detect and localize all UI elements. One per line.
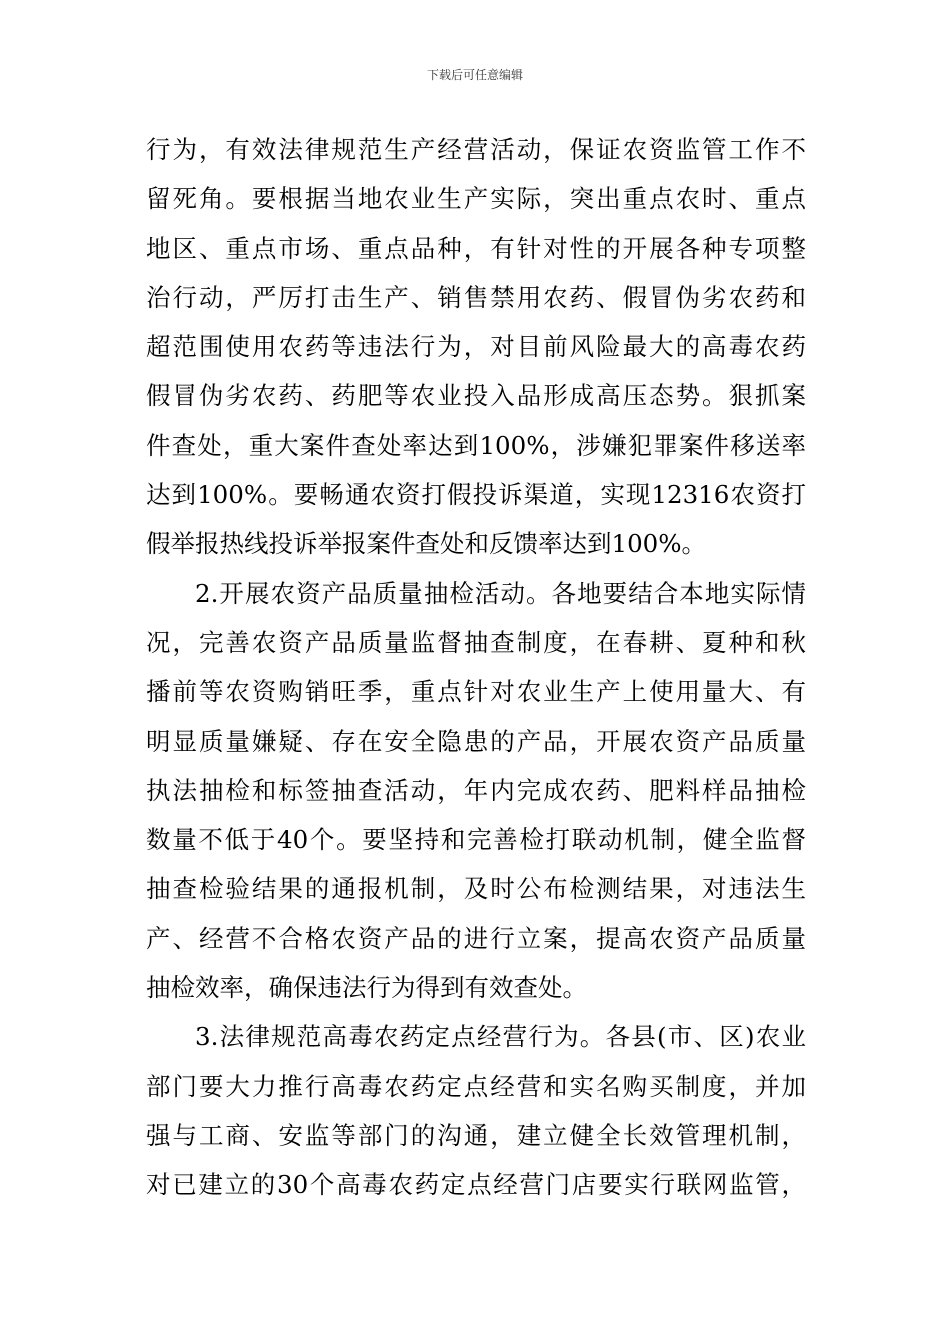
text-line: 件查处，重大案件查处率达到100%，涉嫌犯罪案件移送率	[146, 430, 806, 460]
text-line: 地区、重点市场、重点品种，有针对性的开展各种专项整	[146, 233, 806, 263]
text-line: 明显质量嫌疑、存在安全隐患的产品，开展农资产品质量	[146, 726, 806, 756]
text-line: 况，完善农资产品质量监督抽查制度，在春耕、夏种和秋	[146, 627, 806, 657]
text-line: 部门要大力推行高毒农药定点经营和实名购买制度，并加	[146, 1071, 806, 1101]
text-line: 播前等农资购销旺季，重点针对农业生产上使用量大、有	[146, 677, 806, 707]
text-line: 治行动，严厉打击生产、销售禁用农药、假冒伪劣农药和	[146, 282, 806, 312]
text-line: 假冒伪劣农药、药肥等农业投入品形成高压态势。狠抓案	[146, 381, 806, 411]
text-line: 留死角。要根据当地农业生产实际，突出重点农时、重点	[146, 184, 806, 214]
text-line: 强与工商、安监等部门的沟通，建立健全长效管理机制，	[146, 1120, 806, 1150]
paragraph-first-line: 3.法律规范高毒农药定点经营行为。各县(市、区)农业	[195, 1022, 806, 1052]
paragraph-first-line: 2.开展农资产品质量抽检活动。各地要结合本地实际情	[195, 578, 806, 608]
text-line: 数量不低于40个。要坚持和完善检打联动机制，健全监督	[146, 825, 806, 855]
text-line: 执法抽检和标签抽查活动，年内完成农药、肥料样品抽检	[146, 775, 806, 805]
document-body	[146, 125, 806, 1210]
text-line: 达到100%。要畅通农资打假投诉渠道，实现12316农资打	[146, 480, 806, 510]
text-line: 对已建立的30个高毒农药定点经营门店要实行联网监管，	[146, 1170, 806, 1200]
text-line: 行为，有效法律规范生产经营活动，保证农资监管工作不	[146, 135, 806, 164]
page-header: 下载后可任意编辑	[426, 68, 523, 82]
text-line: 抽查检验结果的通报机制，及时公布检测结果，对违法生	[146, 874, 806, 904]
text-line: 假举报热线投诉举报案件查处和反馈率达到100%。	[146, 529, 707, 559]
text-line: 抽检效率，确保违法行为得到有效查处。	[146, 973, 587, 1003]
text-line: 超范围使用农药等违法行为，对目前风险最大的高毒农药	[146, 332, 806, 362]
text-line: 产、经营不合格农资产品的进行立案，提高农资产品质量	[146, 923, 806, 953]
